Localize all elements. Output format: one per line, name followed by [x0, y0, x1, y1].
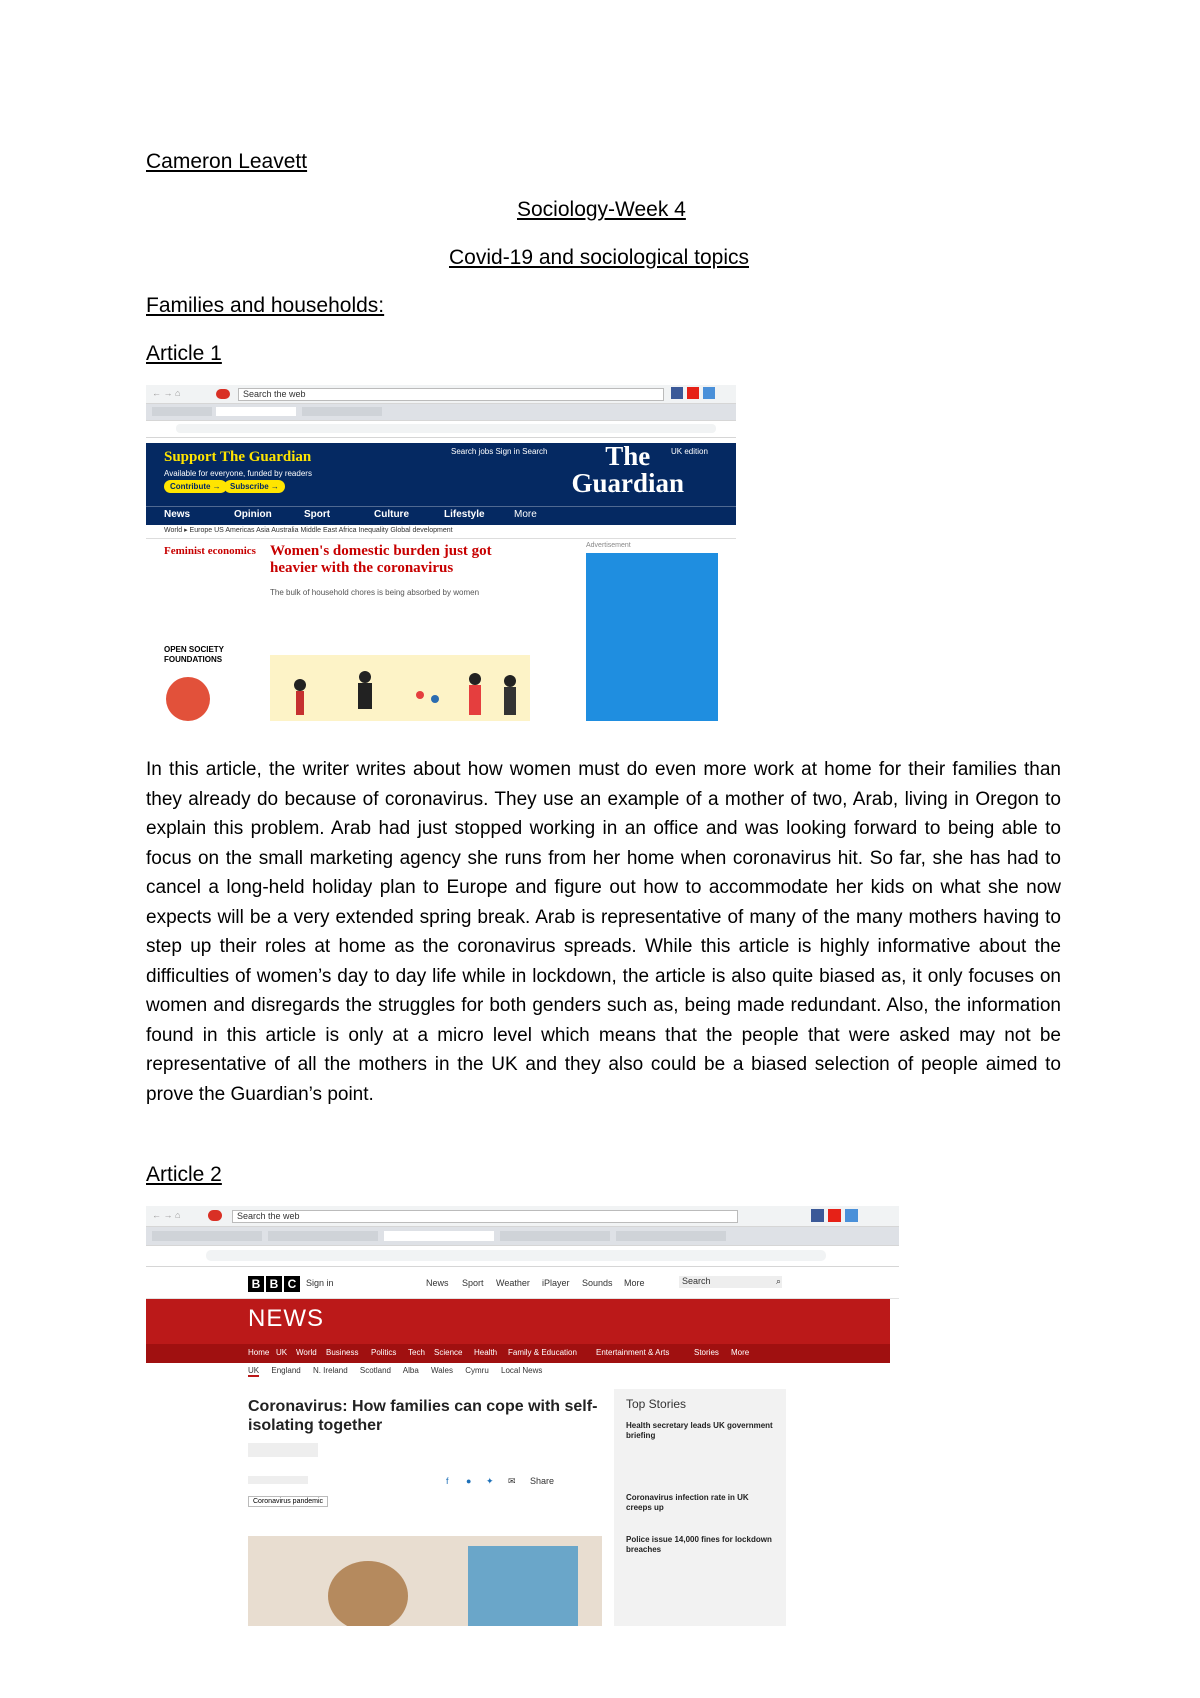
red-nav-stories[interactable]: Stories: [694, 1348, 719, 1357]
red-nav-tech[interactable]: Tech: [408, 1348, 425, 1357]
nav-lifestyle[interactable]: Lifestyle: [444, 509, 485, 520]
email-share-icon[interactable]: ✉: [508, 1476, 516, 1486]
section-heading: Families and households:: [146, 294, 385, 317]
article-kicker[interactable]: Feminist economics: [164, 545, 256, 557]
browser-tabs: [146, 1227, 899, 1246]
nav-sport[interactable]: Sport: [304, 509, 331, 520]
youtube-icon: [687, 387, 699, 399]
facebook-icon: [811, 1209, 824, 1222]
top-link-sounds[interactable]: Sounds: [582, 1278, 613, 1288]
browser-tab[interactable]: [500, 1231, 610, 1241]
red-nav-entertainment[interactable]: Entertainment & Arts: [596, 1348, 670, 1357]
red-nav-health[interactable]: Health: [474, 1348, 498, 1357]
sub-nav-wales[interactable]: Wales: [431, 1366, 453, 1375]
bbc-topbar: [146, 1268, 899, 1299]
url-field[interactable]: [176, 424, 716, 433]
sub-nav-england[interactable]: England: [271, 1366, 301, 1375]
youtube-icon: [828, 1209, 841, 1222]
bbc-headline: Coronavirus: How families can cope with self-isolating together: [248, 1398, 598, 1434]
browser-search-box[interactable]: Search the web: [238, 388, 664, 401]
top-link-more[interactable]: More: [624, 1278, 645, 1288]
sub-nav-local[interactable]: Local News: [501, 1366, 543, 1375]
nav-news[interactable]: News: [164, 509, 191, 520]
guardian-header: [146, 443, 736, 506]
author-avatar: [166, 677, 210, 721]
sub-nav-cymru[interactable]: Cymru: [465, 1366, 489, 1375]
guardian-screenshot: [146, 385, 736, 721]
top-story-1[interactable]: Health secretary leads UK government briefing: [626, 1421, 773, 1440]
share-label[interactable]: Share: [530, 1476, 555, 1486]
top-link-news[interactable]: News: [426, 1278, 449, 1288]
article2-heading: Article 2: [146, 1163, 222, 1186]
top-story-3[interactable]: Police issue 14,000 fines for lockdown breaches: [626, 1535, 772, 1554]
header-links[interactable]: Search jobs Sign in Search: [451, 447, 548, 456]
red-nav-world[interactable]: World: [296, 1348, 317, 1357]
browser-tab-active[interactable]: [216, 407, 296, 416]
bbc-screenshot: [146, 1206, 899, 1626]
browser-tab[interactable]: [616, 1231, 726, 1241]
logo-line1: The: [605, 441, 651, 471]
browser-tab[interactable]: [152, 407, 212, 416]
sub-nav-scotland[interactable]: Scotland: [359, 1366, 392, 1375]
sponsor-label: OPEN SOCIETY FOUNDATIONS: [164, 645, 224, 664]
browser-tab[interactable]: [302, 407, 382, 416]
support-subtitle: Available for everyone, funded by readers: [164, 469, 312, 478]
advertisement-block[interactable]: [586, 553, 718, 721]
topic-tag[interactable]: Coronavirus pandemic: [248, 1496, 328, 1507]
nav-opinion[interactable]: Opinion: [234, 509, 272, 520]
bbc-sub-nav: [248, 1366, 542, 1375]
chrome-logo-icon: [216, 389, 230, 399]
article1-summary: In this article, the writer writes about how women must do even more work at home for their families than they already do because of coronavirus. They use an example of a mother of two, Arab, living in Oregon to explain this problem. Arab had just stopped working in an office and was looking forward to being able to focus on the small marketing agency she runs from her home when coronavirus hit. So far, she has had to cancel a long-held holiday plan to Europe and figure out how to accommodate her kids on what she now expects will be a very extended spring break. Arab is representative of many of the many mothers having to step up their roles at home as the coronavirus spreads. While this article is highly informative about the difficulties of women’s day to day life while in lockdown, the article is also quite biased as, it only focuses on women and disregards the struggles for both genders such as, being made redundant. Also, the information found in this article is only at a micro level which means that the people that were asked may not be representative of all the mothers in the UK and they also could be a biased selection of people aimed to prove the Guardian’s point.: [146, 759, 1061, 1105]
ad-label: Advertisement: [586, 542, 631, 549]
top-stories-panel: [614, 1389, 786, 1626]
family-photo-icon: [248, 1536, 602, 1626]
facebook-icon: [671, 387, 683, 399]
topic-title: Covid-19 and sociological topics: [449, 246, 749, 269]
article-standfirst: The bulk of household chores is being absorbed by women: [270, 588, 480, 597]
red-nav-business[interactable]: Business: [326, 1348, 359, 1357]
nav-arrows-icon: ← → ⌂: [152, 388, 181, 398]
url-field[interactable]: [206, 1250, 826, 1261]
byline-placeholder: [248, 1443, 318, 1457]
red-nav-science[interactable]: Science: [434, 1348, 463, 1357]
nav-more[interactable]: More: [514, 509, 537, 520]
red-nav-home[interactable]: Home: [248, 1348, 270, 1357]
browser-toolbar: [146, 1206, 899, 1227]
support-title: Support The Guardian: [164, 449, 312, 465]
logo-line2: Guardian: [571, 468, 684, 498]
sub-nav-uk[interactable]: UK: [248, 1366, 260, 1375]
red-nav-family[interactable]: Family & Education: [508, 1348, 577, 1357]
guardian-logo: [571, 443, 684, 497]
nav-arrows-icon: ← → ⌂: [152, 1210, 181, 1220]
browser-tab[interactable]: [152, 1231, 262, 1241]
red-nav-politics[interactable]: Politics: [371, 1348, 397, 1357]
guardian-nav: [146, 506, 736, 525]
browser-tab[interactable]: [268, 1231, 378, 1241]
illustration-figures-icon: [270, 655, 530, 721]
section-line[interactable]: World ▸ Europe US Americas Asia Australia Middle East Africa Inequality Global development: [146, 524, 736, 539]
article-headline: Women's domestic burden just got heavier with the coronavirus: [270, 543, 492, 576]
bbc-search-input[interactable]: Search: [679, 1276, 782, 1288]
sign-in-link[interactable]: Sign in: [306, 1278, 334, 1288]
top-stories-heading: Top Stories: [626, 1397, 687, 1411]
nav-culture[interactable]: Culture: [374, 509, 409, 520]
weather-icon: [845, 1209, 858, 1222]
bbc-logo[interactable]: B B C: [248, 1275, 302, 1293]
date-placeholder: [248, 1476, 308, 1484]
browser-search-box[interactable]: Search the web: [232, 1210, 738, 1223]
address-bar: [146, 421, 736, 438]
browser-toolbar: [146, 385, 736, 404]
contribute-button[interactable]: Contribute →: [164, 480, 227, 493]
browser-tabs: [146, 404, 736, 421]
top-story-2[interactable]: Coronavirus infection rate in UK creeps up: [626, 1493, 749, 1512]
top-link-weather[interactable]: Weather: [496, 1278, 530, 1288]
browser-tab-active[interactable]: [384, 1231, 494, 1241]
address-bar: [146, 1246, 899, 1267]
top-link-iplayer[interactable]: iPlayer: [542, 1278, 570, 1288]
edition-selector[interactable]: UK edition: [671, 447, 708, 456]
bbc-red-nav: [146, 1344, 890, 1363]
red-nav-uk[interactable]: UK: [276, 1348, 288, 1357]
messenger-share-icon[interactable]: ●: [466, 1476, 472, 1486]
sub-nav-ni[interactable]: N. Ireland: [312, 1366, 348, 1375]
sub-nav-alba[interactable]: Alba: [402, 1366, 419, 1375]
facebook-share-icon[interactable]: f: [446, 1476, 449, 1486]
author-name: Cameron Leavett: [146, 150, 308, 173]
course-title: Sociology-Week 4: [517, 198, 686, 221]
red-nav-more[interactable]: More: [731, 1348, 750, 1357]
search-icon[interactable]: ⌕: [776, 1276, 782, 1286]
subscribe-button[interactable]: Subscribe →: [224, 480, 285, 493]
twitter-share-icon[interactable]: ✦: [486, 1476, 494, 1486]
bbc-news-banner: [146, 1299, 890, 1344]
weather-icon: [703, 387, 715, 399]
top-link-sport[interactable]: Sport: [462, 1278, 484, 1288]
chrome-logo-icon: [208, 1210, 222, 1221]
article-photo: [248, 1536, 602, 1626]
article1-heading: Article 1: [146, 342, 222, 365]
article-illustration: [270, 655, 530, 721]
news-title[interactable]: NEWS: [248, 1305, 324, 1332]
